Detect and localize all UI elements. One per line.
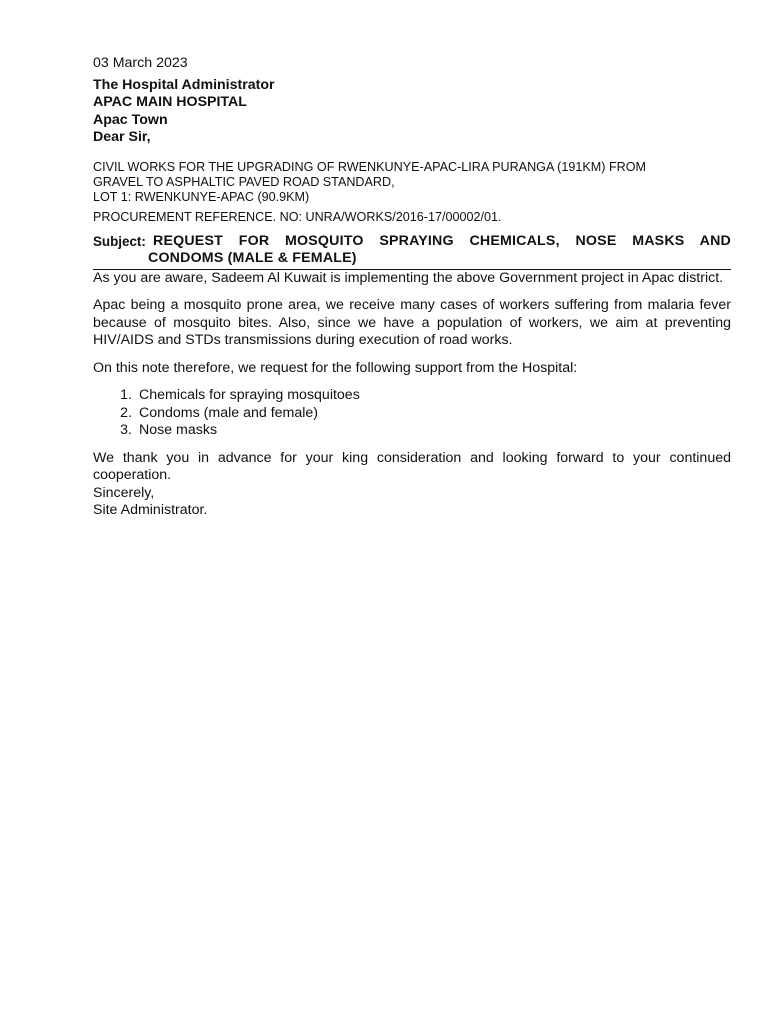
paragraph-closing: We thank you in advance for your king consideration and looking forward to your continued cooperation. (93, 449, 731, 483)
recipient-block (93, 77, 731, 147)
project-line-3: LOT 1: RWENKUNYE-APAC (90.9KM) (93, 189, 310, 204)
subject-label: Subject: (93, 233, 146, 249)
list-item (93, 387, 731, 405)
paragraph-intro: As you are aware, Sadeem Al Kuwait is implementing the above Government project in Apac district. (93, 269, 724, 286)
request-list (93, 387, 731, 440)
paragraph-request: On this note therefore, we request for the following support from the Hospital: (93, 359, 578, 376)
subject-line (93, 233, 731, 270)
recipient-town: Apac Town (93, 111, 168, 128)
signatory: Site Administrator. (93, 502, 208, 518)
project-details (93, 160, 731, 205)
list-item-text: Nose masks (139, 422, 218, 438)
list-item (93, 422, 731, 440)
subject-text-line-1: REQUEST FOR MOSQUITO SPRAYING CHEMICALS, NOSE MASKS AND (153, 232, 731, 249)
recipient-organization: APAC MAIN HOSPITAL (93, 94, 247, 110)
list-item-number: 2. (120, 404, 132, 421)
subject-text-line-2: CONDOMS (MALE & FEMALE) (148, 250, 357, 266)
list-item-number: 1. (120, 387, 132, 403)
project-block (93, 160, 731, 225)
list-item (93, 405, 731, 423)
list-item-number: 3. (120, 422, 132, 438)
recipient-title: The Hospital Administrator (93, 76, 275, 93)
procurement-reference: PROCUREMENT REFERENCE. NO: UNRA/WORKS/2016-17/00002/01. (93, 209, 502, 224)
project-line-1: CIVIL WORKS FOR THE UPGRADING OF RWENKUNYE-APAC-LIRA PURANGA (191KM) FROM (93, 159, 647, 174)
project-line-2: GRAVEL TO ASPHALTIC PAVED ROAD STANDARD, (93, 174, 395, 189)
sign-off: Sincerely, (93, 484, 155, 501)
list-item-text: Chemicals for spraying mosquitoes (139, 387, 360, 403)
subject-text (148, 232, 731, 268)
paragraph-context: Apac being a mosquito prone area, we receive many cases of workers suffering from malaria fever because of mosquito bites. Also, since we have a population of workers, we aim at preventing HIV/AIDS and STDs transmissions during execution of road works. (93, 297, 731, 348)
letter-body (93, 55, 731, 520)
letter-date: 03 March 2023 (93, 55, 188, 71)
list-item-text: Condoms (male and female) (139, 404, 318, 421)
salutation: Dear Sir, (93, 129, 151, 145)
